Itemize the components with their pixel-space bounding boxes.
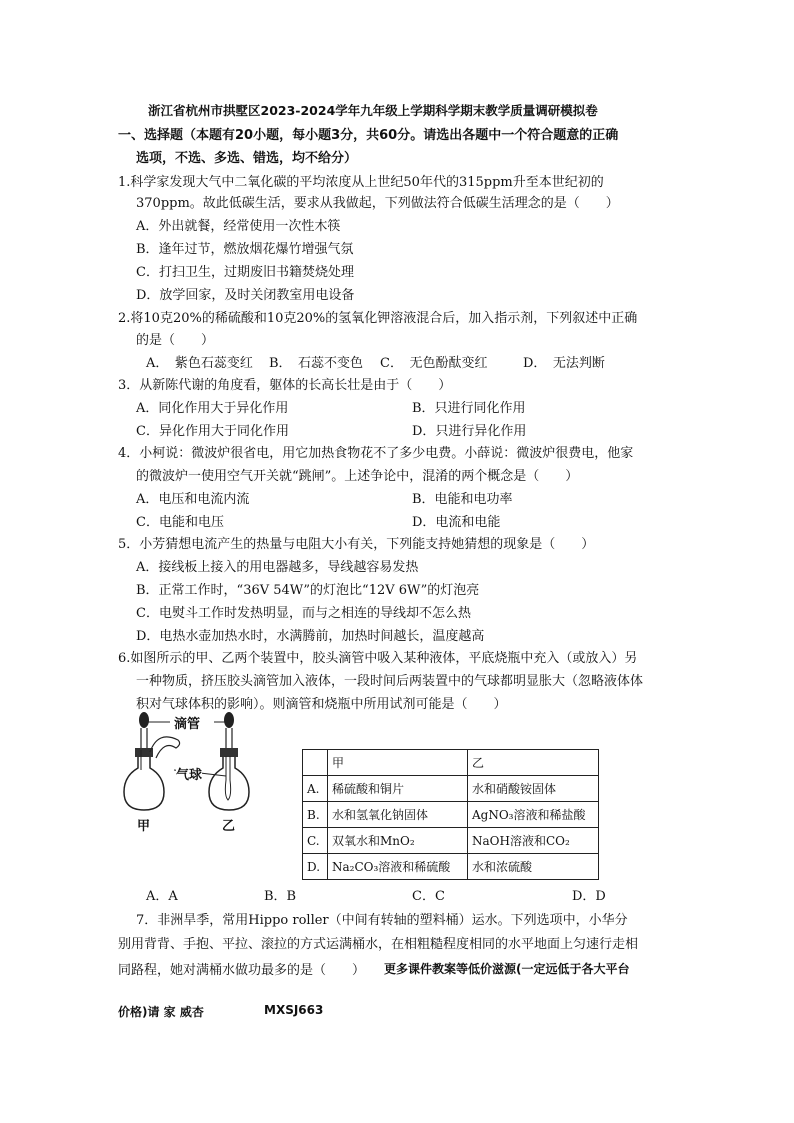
table-cell: 双氧水和MnO₂ [328,828,468,854]
fig-label-dropper: 滴管 [174,717,201,732]
flask-yi [209,755,249,810]
q2-stem-line1: 2.将10克20%的稀硫酸和10克20%的氢氧化钾溶液混合后，加入指示剂，下列叙述中正确 [118,311,638,326]
table-cell: 稀硫酸和铜片 [328,776,468,802]
table-cell: 水和氢氧化钠固体 [328,802,468,828]
q1-option-b: B．逢年过节，燃放烟花爆竹增强气氛 [136,242,354,257]
q4-stem-line2: 的微波炉一使用空气开关就“跳闸”。上述争论中，混淆的两个概念是（ ） [136,469,579,484]
dropper-bulb-jia [139,712,149,728]
q6-option-d: D．D [572,889,606,904]
fig-label-balloon: 气球 [176,764,202,783]
q2-stem-line2: 的是（ ） [136,333,215,348]
flask-jia [124,755,164,810]
table-row [303,802,599,828]
exam-title: 浙江省杭州市拱墅区2023-2024学年九年级上学期科学期末教学质量调研模拟卷 [148,103,598,118]
table-row [303,828,599,854]
table-cell: 水和浓硫酸 [468,854,599,880]
q6-stem-line1: 6.如图所示的甲、乙两个装置中，胶头滴管中吸入某种液体，平底烧瓶中充入（或放入）另 [118,651,638,666]
q1-stem-line2: 370ppm。故此低碳生活，要求从我做起，下列做法符合低碳生活理念的是（ ） [136,196,619,211]
q7-stem-line3: 同路程，她对满桶水做功最多的是（ ） [118,963,366,978]
q6-stem-line3: 积对气球体积的影响）。则滴管和烧瓶中所用试剂可能是（ ） [136,697,507,712]
q5-option-a: A．接线板上接入的用电器越多，导线越容易发热 [136,560,419,575]
stopper-jia [135,748,153,757]
q5-option-d: D．电热水壶加热水时，水满腾前，加热时间越长，温度越高 [136,629,485,644]
fig-label-jia: 甲 [137,819,151,834]
q4-option-c: C．电能和电压 [136,515,224,530]
q4-option-d: D．电流和电能 [412,515,501,530]
q2-option-a: A． 紫色石蕊变红 [146,356,253,371]
q1-stem-line1: 1.科学家发现大气中二氧化碳的平均浓度从上世纪50年代的315ppm升至本世纪初的 [118,175,604,190]
q6-stem-line2: 一种物质，挤压胶头滴管加入液体，一段时间后两装置中的气球都明显胀大（忽略液体体 [136,674,644,689]
table-cell [303,750,328,776]
q5-stem: 5．小芳猜想电流产生的热量与电阻大小有关，下列能支持她猜想的现象是（ ） [118,537,595,552]
stopper-yi [220,748,238,757]
q4-stem-line1: 4．小柯说：微波炉很省电，用它加热食物花不了多少电费。小薛说：微波炉很费电，他家 [118,446,634,461]
table-cell: 甲 [328,750,468,776]
fig-label-yi: 乙 [222,819,236,834]
q6-option-c: C．C [412,889,445,904]
table-cell: AgNO₃溶液和稀盐酸 [468,802,599,828]
table-cell: A. [303,776,328,802]
promo-text-line2: 价格)请 家 威杏 [118,1005,204,1019]
table-cell: Na₂CO₃溶液和稀硫酸 [328,854,468,880]
table-header-row [303,750,599,776]
q6-option-b: B．B [264,889,297,904]
q6-options-table [302,749,599,880]
table-cell: D. [303,854,328,880]
q2-option-b: B． 石蕊不变色 [269,356,364,371]
q4-option-b: B．电能和电功率 [412,492,513,507]
table-cell: 水和硝酸铵固体 [468,776,599,802]
q3-stem: 3．从新陈代谢的角度看，躯体的长高长壮是由于（ ） [118,378,452,393]
promo-text-line1: 更多课件教案等低价滋源(一定远低于各大平台 [384,962,630,976]
q5-option-c: C．电熨斗工作时发热明显，而与之相连的导线却不怎么热 [136,606,471,621]
promo-code: MXSJ663 [264,1003,324,1017]
dropper-bulb-yi [224,712,234,728]
table-cell: C. [303,828,328,854]
table-cell: B. [303,802,328,828]
q1-option-d: D．放学回家，及时关闭教室用电设备 [136,288,355,303]
q2-option-c: C． 无色酚酞变红 [380,356,488,371]
q4-option-a: A．电压和电流内流 [136,492,250,507]
table-cell: NaOH溶液和CO₂ [468,828,599,854]
table-row [303,776,599,802]
q7-stem-line2: 别用背背、手抱、平拉、滚拉的方式运满桶水，在相粗糙程度相同的水平地面上匀速行走相 [118,937,639,952]
q3-option-d: D．只进行异化作用 [412,424,527,439]
q7-stem-line1: 7．非洲旱季，常用Hippo roller（中间有转轴的塑料桶）运水。下列选项中，小华分 [136,913,628,928]
table-row [303,854,599,880]
section-header-line2: 选项，不选、多选、错选，均不给分） [136,151,358,166]
q1-option-a: A．外出就餐，经常使用一次性木筷 [136,219,341,234]
section-header-line1: 一、选择题（本题有20小题，每小题3分，共60分。请选出各题中一个符合题意的正确 [118,128,619,143]
q5-option-b: B．正常工作时，“36V 54W”的灯泡比“12V 6W”的灯泡亮 [136,583,480,598]
q3-option-b: B．只进行同化作用 [412,401,526,416]
q2-option-d: D． 无法判断 [523,356,605,371]
q1-option-c: C．打扫卫生，过期废旧书籍焚烧处理 [136,265,354,280]
table-cell: 乙 [468,750,599,776]
q3-option-a: A．同化作用大于异化作用 [136,401,289,416]
q3-option-c: C．异化作用大于同化作用 [136,424,289,439]
q6-option-a: A．A [146,889,178,904]
